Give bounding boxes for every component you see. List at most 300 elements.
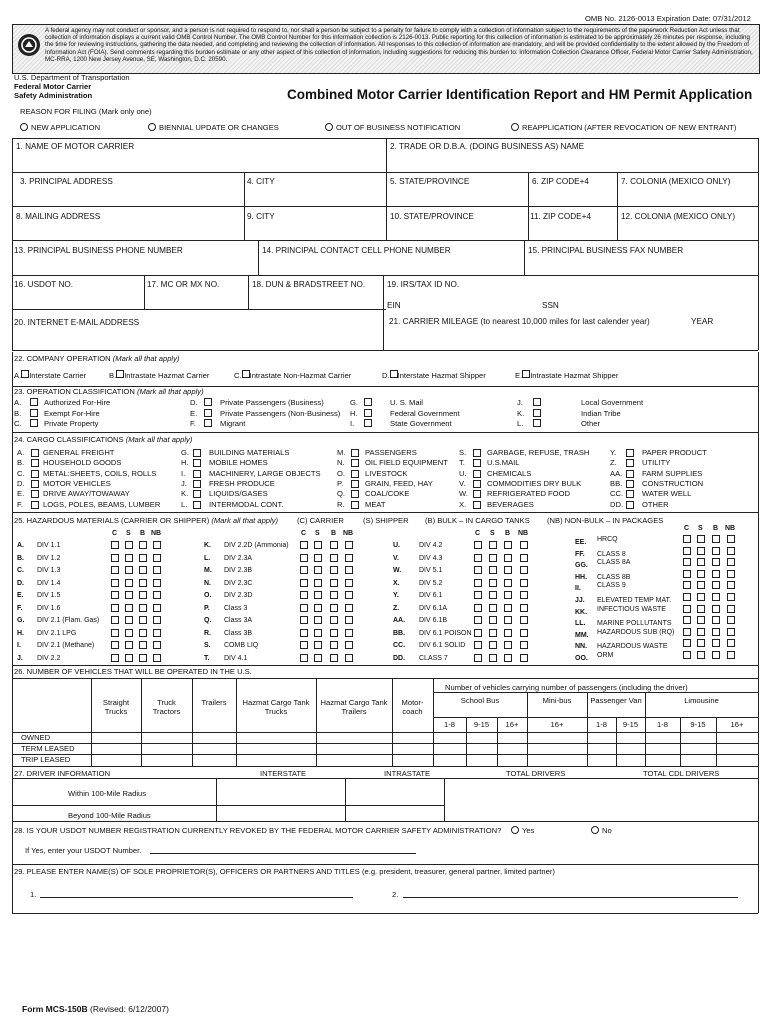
checkbox-icon[interactable] <box>300 541 308 549</box>
checkbox-icon[interactable] <box>697 628 705 636</box>
checkbox-icon[interactable] <box>330 591 338 599</box>
checkbox-icon[interactable] <box>390 370 398 378</box>
q24-option: GARBAGE, REFUSE, TRASH <box>487 448 590 457</box>
checkbox-icon[interactable] <box>520 554 528 562</box>
checkbox-icon[interactable] <box>345 591 353 599</box>
checkbox-icon[interactable] <box>31 480 39 488</box>
checkbox-icon[interactable] <box>712 605 720 613</box>
checkbox-icon[interactable] <box>473 470 481 478</box>
checkbox-icon[interactable] <box>504 604 512 612</box>
hazmat-col-header: S <box>315 530 320 537</box>
checkbox-icon[interactable] <box>314 629 322 637</box>
hazmat-key: W. <box>393 567 402 574</box>
checkbox-icon[interactable] <box>139 541 147 549</box>
field-13-label: 13. PRINCIPAL BUSINESS PHONE NUMBER <box>14 246 183 255</box>
checkbox-icon[interactable] <box>345 654 353 662</box>
checkbox-icon[interactable] <box>153 641 161 649</box>
radio-icon[interactable] <box>511 123 519 131</box>
checkbox-icon[interactable] <box>533 398 541 406</box>
checkbox-icon[interactable] <box>125 629 133 637</box>
checkbox-icon[interactable] <box>697 605 705 613</box>
checkbox-icon[interactable] <box>489 629 497 637</box>
checkbox-icon[interactable] <box>300 654 308 662</box>
q24-option: LIQUIDS/GASES <box>209 489 268 499</box>
checkbox-icon[interactable] <box>520 591 528 599</box>
checkbox-icon[interactable] <box>504 629 512 637</box>
radio-icon[interactable] <box>20 123 28 131</box>
checkbox-icon[interactable] <box>474 641 482 649</box>
hazmat-key: HH. <box>575 573 588 581</box>
reason-new[interactable]: NEW APPLICATION <box>20 123 100 132</box>
checkbox-icon[interactable] <box>697 593 705 601</box>
checkbox-icon[interactable] <box>125 641 133 649</box>
checkbox-icon[interactable] <box>683 628 691 636</box>
field-9-label: 9. CITY <box>247 212 275 221</box>
checkbox-icon[interactable] <box>473 449 481 457</box>
hazmat-class: DIV 1.4 <box>37 579 61 587</box>
field-7-label: 7. COLONIA (MEXICO ONLY) <box>621 177 731 186</box>
hazmat-key: V. <box>393 554 399 562</box>
checkbox-icon[interactable] <box>314 554 322 562</box>
checkbox-icon[interactable] <box>474 566 482 574</box>
checkbox-icon[interactable] <box>504 616 512 624</box>
checkbox-icon[interactable] <box>504 541 512 549</box>
checkbox-icon[interactable] <box>314 641 322 649</box>
q24-option: MOBILE HOMES <box>209 458 268 468</box>
checkbox-icon[interactable] <box>683 558 691 566</box>
checkbox-icon[interactable] <box>31 490 39 498</box>
checkbox-icon[interactable] <box>153 554 161 562</box>
checkbox-icon[interactable] <box>473 490 481 498</box>
checkbox-icon[interactable] <box>727 570 735 578</box>
checkbox-icon[interactable] <box>712 651 720 659</box>
officer-1-line[interactable] <box>40 897 353 898</box>
hazmat-class: CLASS 7 <box>419 654 448 662</box>
checkbox-icon[interactable] <box>330 641 338 649</box>
hazmat-col-header: S <box>698 525 703 532</box>
radio-icon[interactable] <box>511 826 519 834</box>
checkbox-icon[interactable] <box>683 605 691 613</box>
checkbox-icon[interactable] <box>474 554 482 562</box>
checkbox-icon[interactable] <box>31 501 39 509</box>
hazmat-class: INFECTIOUS WASTE <box>597 605 666 613</box>
q24-key: BB. <box>610 478 623 488</box>
checkbox-icon[interactable] <box>330 541 338 549</box>
checkbox-icon[interactable] <box>474 604 482 612</box>
hazmat-class: DIV 5.2 <box>419 579 443 587</box>
q23-option: Federal Government <box>390 408 460 418</box>
checkbox-icon[interactable] <box>31 459 39 467</box>
q24-option: OTHER <box>642 499 669 509</box>
checkbox-icon[interactable] <box>193 449 201 457</box>
checkbox-icon[interactable] <box>712 535 720 543</box>
vehicle-type-header: Hazmat Cargo Tank Trucks <box>242 698 310 716</box>
hazmat-class: DIV 2.3A <box>224 554 253 562</box>
omb-number: OMB No. 2126-0013 Expiration Date: 07/31/2012 <box>585 14 751 23</box>
checkbox-icon[interactable] <box>520 654 528 662</box>
checkbox-icon[interactable] <box>626 459 634 467</box>
checkbox-icon[interactable] <box>21 370 29 378</box>
checkbox-icon[interactable] <box>204 409 212 417</box>
officer-2-line[interactable] <box>403 897 738 898</box>
radio-icon[interactable] <box>148 123 156 131</box>
hazmat-key: CC. <box>393 642 406 649</box>
checkbox-icon[interactable] <box>533 409 541 417</box>
hazmat-class: DIV 2.1 LPG <box>37 629 77 637</box>
notice-box <box>12 24 760 74</box>
field-8-label: 8. MAILING ADDRESS <box>16 212 101 221</box>
checkbox-icon[interactable] <box>697 535 705 543</box>
checkbox-icon[interactable] <box>153 604 161 612</box>
checkbox-icon[interactable] <box>712 593 720 601</box>
checkbox-icon[interactable] <box>504 641 512 649</box>
driver-col-interstate: INTERSTATE <box>260 769 307 778</box>
checkbox-icon[interactable] <box>351 449 359 457</box>
checkbox-icon[interactable] <box>683 581 691 589</box>
checkbox-icon[interactable] <box>520 579 528 587</box>
checkbox-icon[interactable] <box>522 370 530 378</box>
checkbox-icon[interactable] <box>626 501 634 509</box>
passenger-count-header: 1-8 <box>657 720 668 729</box>
checkbox-icon[interactable] <box>111 566 119 574</box>
q29-n1: 1. <box>30 890 37 899</box>
hazmat-key: Q. <box>204 617 212 624</box>
checkbox-icon[interactable] <box>193 480 201 488</box>
q24-key: CC. <box>610 489 624 499</box>
checkbox-icon[interactable] <box>474 591 482 599</box>
checkbox-icon[interactable] <box>153 566 161 574</box>
checkbox-icon[interactable] <box>697 616 705 624</box>
year-label: YEAR <box>691 317 714 326</box>
checkbox-icon[interactable] <box>30 409 38 417</box>
checkbox-icon[interactable] <box>712 639 720 647</box>
checkbox-icon[interactable] <box>474 541 482 549</box>
checkbox-icon[interactable] <box>300 641 308 649</box>
checkbox-icon[interactable] <box>351 480 359 488</box>
checkbox-icon[interactable] <box>330 604 338 612</box>
checkbox-icon[interactable] <box>727 558 735 566</box>
q25-shipper: (S) SHIPPER <box>363 516 409 525</box>
hazmat-key: MM. <box>575 631 589 639</box>
checkbox-icon[interactable] <box>139 641 147 649</box>
checkbox-icon[interactable] <box>111 629 119 637</box>
checkbox-icon[interactable] <box>300 616 308 624</box>
q24-option: MOTOR VEHICLES <box>43 478 111 488</box>
checkbox-icon[interactable] <box>139 591 147 599</box>
usdot-number-line[interactable] <box>150 853 416 854</box>
checkbox-icon[interactable] <box>193 470 201 478</box>
hazmat-class: DIV 2.2D (Ammonia) <box>224 542 289 549</box>
q28-label: 28. IS YOUR USDOT NUMBER REGISTRATION CURRENTLY REVOKED BY THE FEDERAL MOTOR CARRIER SAFETY ADMINISTRATION? <box>14 826 502 835</box>
checkbox-icon[interactable] <box>489 654 497 662</box>
checkbox-icon[interactable] <box>697 547 705 555</box>
checkbox-icon[interactable] <box>489 616 497 624</box>
checkbox-icon[interactable] <box>712 616 720 624</box>
checkbox-icon[interactable] <box>330 554 338 562</box>
checkbox-icon[interactable] <box>351 470 359 478</box>
checkbox-icon[interactable] <box>727 581 735 589</box>
hazmat-class: DIV 4.1 <box>224 654 248 662</box>
checkbox-icon[interactable] <box>139 654 147 662</box>
checkbox-icon[interactable] <box>153 616 161 624</box>
checkbox-icon[interactable] <box>520 616 528 624</box>
q24-key: S. <box>459 448 467 457</box>
checkbox-icon[interactable] <box>125 566 133 574</box>
hazmat-col-header: B <box>331 530 337 537</box>
checkbox-icon[interactable] <box>330 654 338 662</box>
checkbox-icon[interactable] <box>504 579 512 587</box>
checkbox-icon[interactable] <box>727 605 735 613</box>
passenger-count-header: 16+ <box>550 720 564 729</box>
checkbox-icon[interactable] <box>300 604 308 612</box>
checkbox-icon[interactable] <box>139 604 147 612</box>
checkbox-icon[interactable] <box>712 628 720 636</box>
checkbox-icon[interactable] <box>489 579 497 587</box>
checkbox-icon[interactable] <box>474 629 482 637</box>
checkbox-icon[interactable] <box>345 629 353 637</box>
checkbox-icon[interactable] <box>111 591 119 599</box>
checkbox-icon[interactable] <box>626 449 634 457</box>
field-19-label: 19. IRS/TAX ID NO. <box>387 280 460 289</box>
checkbox-icon[interactable] <box>345 604 353 612</box>
passenger-count-header: 1-8 <box>596 720 607 729</box>
checkbox-icon[interactable] <box>153 591 161 599</box>
checkbox-icon[interactable] <box>125 654 133 662</box>
checkbox-icon[interactable] <box>300 579 308 587</box>
checkbox-icon[interactable] <box>727 535 735 543</box>
hazmat-col-header: NB <box>151 530 162 537</box>
checkbox-icon[interactable] <box>474 654 482 662</box>
checkbox-icon[interactable] <box>683 651 691 659</box>
checkbox-icon[interactable] <box>626 470 634 478</box>
q22-e[interactable]: E. Intrastate Hazmat Shipper <box>515 371 619 380</box>
checkbox-icon[interactable] <box>683 570 691 578</box>
checkbox-icon[interactable] <box>125 554 133 562</box>
checkbox-icon[interactable] <box>153 541 161 549</box>
checkbox-icon[interactable] <box>31 470 39 478</box>
checkbox-icon[interactable] <box>364 419 372 427</box>
checkbox-icon[interactable] <box>504 566 512 574</box>
checkbox-icon[interactable] <box>111 541 119 549</box>
checkbox-icon[interactable] <box>727 628 735 636</box>
checkbox-icon[interactable] <box>489 566 497 574</box>
checkbox-icon[interactable] <box>520 641 528 649</box>
q22-b[interactable]: B. Intrastate Hazmat Carrier <box>109 371 210 380</box>
checkbox-icon[interactable] <box>116 370 124 378</box>
checkbox-icon[interactable] <box>489 641 497 649</box>
q24-key: I. <box>181 468 186 478</box>
driver-col-total-cdl: TOTAL CDL DRIVERS <box>643 769 720 778</box>
checkbox-icon[interactable] <box>153 654 161 662</box>
checkbox-icon[interactable] <box>683 639 691 647</box>
checkbox-icon[interactable] <box>474 579 482 587</box>
checkbox-icon[interactable] <box>300 554 308 562</box>
checkbox-icon[interactable] <box>489 604 497 612</box>
checkbox-icon[interactable] <box>111 579 119 587</box>
checkbox-icon[interactable] <box>314 616 322 624</box>
q25-label: 25. HAZARDOUS MATERIALS (CARRIER OR SHIPPER) (Mark all that apply) <box>14 516 279 525</box>
q22-a[interactable]: A. Interstate Carrier <box>14 371 87 380</box>
checkbox-icon[interactable] <box>30 398 38 406</box>
checkbox-icon[interactable] <box>242 370 250 378</box>
checkbox-icon[interactable] <box>300 591 308 599</box>
checkbox-icon[interactable] <box>345 554 353 562</box>
checkbox-icon[interactable] <box>520 566 528 574</box>
checkbox-icon[interactable] <box>330 579 338 587</box>
hazmat-class: DIV 6.1A <box>419 604 448 612</box>
checkbox-icon[interactable] <box>345 566 353 574</box>
radio-icon[interactable] <box>591 826 599 834</box>
checkbox-icon[interactable] <box>204 398 212 406</box>
checkbox-icon[interactable] <box>727 651 735 659</box>
checkbox-icon[interactable] <box>345 641 353 649</box>
checkbox-icon[interactable] <box>314 654 322 662</box>
hazmat-class: DIV 6.1 SOLID <box>419 642 466 649</box>
checkbox-icon[interactable] <box>712 581 720 589</box>
checkbox-icon[interactable] <box>727 616 735 624</box>
checkbox-icon[interactable] <box>314 579 322 587</box>
checkbox-icon[interactable] <box>345 616 353 624</box>
checkbox-icon[interactable] <box>697 639 705 647</box>
q23-option: State Government <box>390 419 452 428</box>
checkbox-icon[interactable] <box>330 616 338 624</box>
checkbox-icon[interactable] <box>111 641 119 649</box>
hazmat-key: GG. <box>575 562 588 570</box>
q23-key: J. <box>517 398 523 407</box>
checkbox-icon[interactable] <box>125 541 133 549</box>
q23-option: Other <box>581 419 600 428</box>
checkbox-icon[interactable] <box>626 490 634 498</box>
q29-n2: 2. <box>392 890 399 899</box>
checkbox-icon[interactable] <box>504 591 512 599</box>
radio-icon[interactable] <box>325 123 333 131</box>
checkbox-icon[interactable] <box>139 566 147 574</box>
checkbox-icon[interactable] <box>300 629 308 637</box>
q24-option: MACHINERY, LARGE OBJECTS <box>209 468 321 478</box>
checkbox-icon[interactable] <box>139 629 147 637</box>
checkbox-icon[interactable] <box>727 547 735 555</box>
q24-key: D. <box>17 478 25 488</box>
checkbox-icon[interactable] <box>697 570 705 578</box>
checkbox-icon[interactable] <box>111 604 119 612</box>
checkbox-icon[interactable] <box>489 554 497 562</box>
checkbox-icon[interactable] <box>153 629 161 637</box>
q24-option: FRESH PRODUCE <box>209 478 275 488</box>
checkbox-icon[interactable] <box>153 579 161 587</box>
checkbox-icon[interactable] <box>364 398 372 406</box>
checkbox-icon[interactable] <box>314 541 322 549</box>
checkbox-icon[interactable] <box>125 591 133 599</box>
vehicle-type-header: Straight Trucks <box>102 698 130 716</box>
checkbox-icon[interactable] <box>351 459 359 467</box>
q22-c[interactable]: C. Intrastate Non-Hazmat Carrier <box>234 371 352 380</box>
checkbox-icon[interactable] <box>683 547 691 555</box>
checkbox-icon[interactable] <box>683 616 691 624</box>
checkbox-icon[interactable] <box>727 593 735 601</box>
checkbox-icon[interactable] <box>520 629 528 637</box>
q24-option: COAL/COKE <box>365 489 410 499</box>
checkbox-icon[interactable] <box>712 547 720 555</box>
checkbox-icon[interactable] <box>473 501 481 509</box>
q24-key: E. <box>17 489 25 499</box>
checkbox-icon[interactable] <box>330 629 338 637</box>
checkbox-icon[interactable] <box>139 616 147 624</box>
checkbox-icon[interactable] <box>697 581 705 589</box>
checkbox-icon[interactable] <box>520 604 528 612</box>
checkbox-icon[interactable] <box>125 604 133 612</box>
checkbox-icon[interactable] <box>314 591 322 599</box>
checkbox-icon[interactable] <box>345 541 353 549</box>
q24-key: A. <box>17 448 25 457</box>
checkbox-icon[interactable] <box>489 541 497 549</box>
checkbox-icon[interactable] <box>504 554 512 562</box>
checkbox-icon[interactable] <box>697 651 705 659</box>
q24-option: UTILITY <box>642 458 671 468</box>
checkbox-icon[interactable] <box>364 409 372 417</box>
checkbox-icon[interactable] <box>520 541 528 549</box>
checkbox-icon[interactable] <box>31 449 39 457</box>
checkbox-icon[interactable] <box>504 654 512 662</box>
checkbox-icon[interactable] <box>204 419 212 427</box>
checkbox-icon[interactable] <box>533 419 541 427</box>
checkbox-icon[interactable] <box>683 593 691 601</box>
checkbox-icon[interactable] <box>712 570 720 578</box>
checkbox-icon[interactable] <box>712 558 720 566</box>
q24-option: REFRIGERATED FOOD <box>487 489 570 499</box>
checkbox-icon[interactable] <box>697 558 705 566</box>
checkbox-icon[interactable] <box>193 490 201 498</box>
hazmat-class: DIV 1.3 <box>37 567 61 574</box>
checkbox-icon[interactable] <box>125 616 133 624</box>
checkbox-icon[interactable] <box>139 579 147 587</box>
checkbox-icon[interactable] <box>111 654 119 662</box>
checkbox-icon[interactable] <box>351 501 359 509</box>
checkbox-icon[interactable] <box>300 566 308 574</box>
checkbox-icon[interactable] <box>626 480 634 488</box>
q22-d[interactable]: D. Interstate Hazmat Shipper <box>382 371 486 380</box>
q28-no[interactable]: No <box>591 826 612 835</box>
q28-yes[interactable]: Yes <box>511 826 534 835</box>
hazmat-key: R. <box>204 629 211 637</box>
checkbox-icon[interactable] <box>727 639 735 647</box>
checkbox-icon[interactable] <box>30 419 38 427</box>
q24-key: Y. <box>610 448 617 457</box>
checkbox-icon[interactable] <box>139 554 147 562</box>
checkbox-icon[interactable] <box>193 501 201 509</box>
checkbox-icon[interactable] <box>111 616 119 624</box>
checkbox-icon[interactable] <box>111 554 119 562</box>
reason-out-of-business[interactable]: OUT OF BUSINESS NOTIFICATION <box>325 123 460 132</box>
checkbox-icon[interactable] <box>314 604 322 612</box>
checkbox-icon[interactable] <box>473 480 481 488</box>
checkbox-icon[interactable] <box>473 459 481 467</box>
hazmat-class: HRCQ <box>597 536 618 543</box>
checkbox-icon[interactable] <box>489 591 497 599</box>
q24-option: BUILDING MATERIALS <box>209 448 290 457</box>
checkbox-icon[interactable] <box>474 616 482 624</box>
q24-option: LOGS, POLES, BEAMS, LUMBER <box>43 499 161 509</box>
reason-biennial[interactable]: BIENNIAL UPDATE OR CHANGES <box>148 123 279 132</box>
checkbox-icon[interactable] <box>683 535 691 543</box>
checkbox-icon[interactable] <box>314 566 322 574</box>
q24-key: O. <box>337 468 346 478</box>
checkbox-icon[interactable] <box>345 579 353 587</box>
checkbox-icon[interactable] <box>330 566 338 574</box>
reason-reapplication[interactable]: REAPPLICATION (AFTER REVOCATION OF NEW ENTRANT) <box>511 123 736 132</box>
checkbox-icon[interactable] <box>351 490 359 498</box>
checkbox-icon[interactable] <box>125 579 133 587</box>
checkbox-icon[interactable] <box>193 459 201 467</box>
